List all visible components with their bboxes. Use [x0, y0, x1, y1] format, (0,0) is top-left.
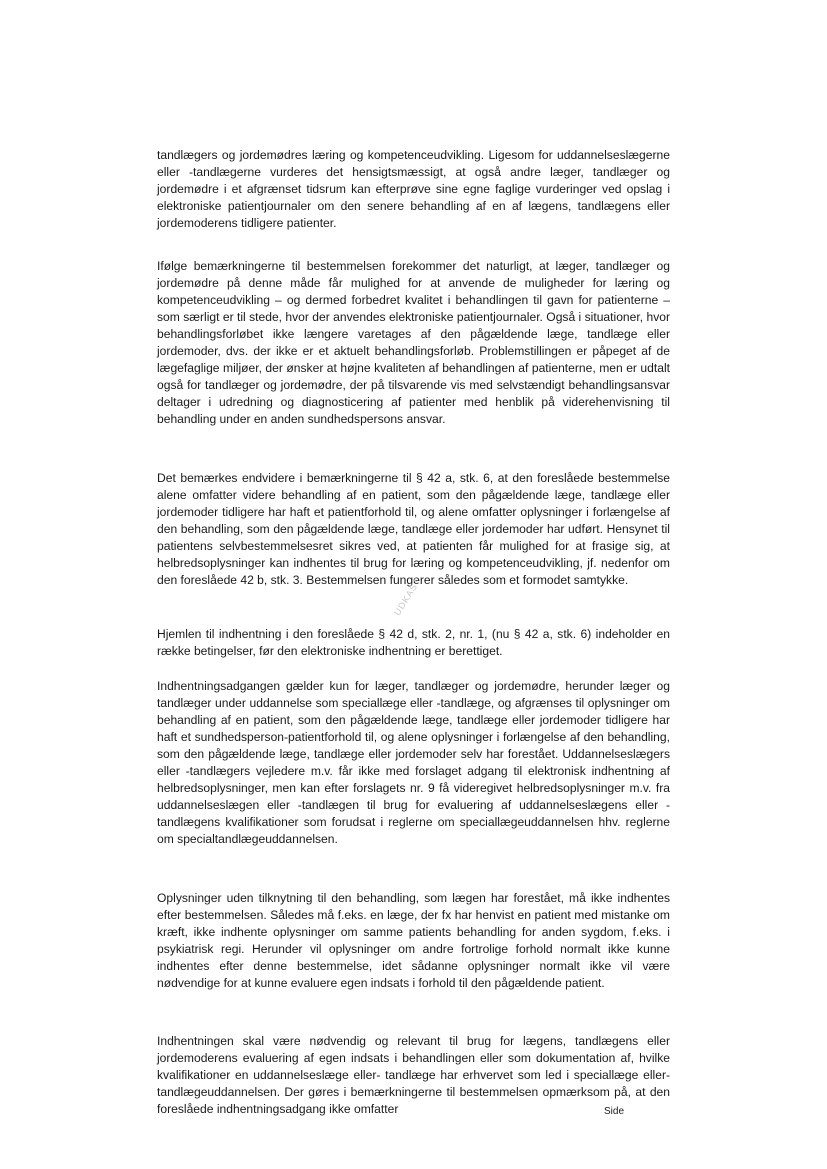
paragraph-6: Oplysninger uden tilknytning til den behandling, som lægen har forestået, må ikke indhentes efter bestemmelsen. Således må f.eks. en læge, der fx har henvist en patient med mistanke om kræft, ikke indhente oplysninger om samme patients behandling for anden sygdom, f.eks. i psykiatrisk regi. Herunder vil oplysninger om andre fortrolige forhold normalt ikke kunne indhentes efter denne bestemmelse, idet sådanne oplysninger normalt ikke vil være nødvendige for at kunne evaluere egen indsats i forhold til den pågældende patient.: [157, 891, 670, 990]
page-footer-label: Side: [604, 1106, 625, 1117]
paragraph-2: Ifølge bemærkningerne til bestemmelsen forekommer det naturligt, at læger, tandlæger og jordemødre på denne måde får mulighed for at anvende de muligheder for læring og kompetenceudvikling – og dermed forbedret kvalitet i behandlingen til gavn for patienterne – som særligt er til stede, hvor der anvendes elektroniske patientjournaler. Også i situationer, hvor behandlingsforløbet ikke længere varetages af den pågældende læge, tandlæge eller jordemoder, dvs. der ikke er et aktuelt behandlingsforløb. Problemstillingen er påpeget af de lægefaglige miljøer, der ønsker at højne kvaliteten af behandlingen af patienterne, men er udtalt også for tandlæger og jordemødre, der på tilsvarende vis med selvstændigt behandlingsansvar deltager i udredning og diagnosticering af patienter med henblik på viderehenvisning til behandling under en anden sundhedspersons ansvar.: [157, 259, 670, 426]
paragraph-4: Hjemlen til indhentning i den foreslåede § 42 d, stk. 2, nr. 1, (nu § 42 a, stk. 6) indeholder en række betingelser, før den elektroniske indhentning er berettiget.: [157, 627, 670, 658]
paragraph-1: tandlægers og jordemødres læring og kompetenceudvikling. Ligesom for uddannelseslægerne eller -tandlægerne vurderes det hensigtsmæssigt, at også andre læger, tandlæger og jordemødre i et afgrænset tidsrum kan efterprøve sine egne faglige vurderinger ved opslag i elektroniske patientjournaler om den senere behandling af en af lægens, tandlægens eller jordemoderens tidligere patienter.: [157, 148, 670, 230]
draft-watermark: UDKAST: [392, 575, 424, 618]
paragraph-3: Det bemærkes endvidere i bemærkningerne til § 42 a, stk. 6, at den foreslåede bestemmelse alene omfatter videre behandling af en patient, som den pågældende læge, tandlæge eller jordemoder tidligere har haft et patientforhold til, og alene omfatter oplysninger i forlængelse af den behandling, som den pågældende læge, tandlæge eller jordemoder har udført. Hensynet til patientens selvbestemmelsesret sikres ved, at patienten får mulighed for at frasige sig, at helbredsoplysninger kan indhentes til brug for læring og kompetenceudvikling, jf. nedenfor om den foreslåede 42 b, stk. 3. Bestemmelsen fungerer således som et formodet samtykke.: [157, 471, 670, 587]
paragraph-7: Indhentningen skal være nødvendig og relevant til brug for lægens, tandlægens eller jordemoderens evaluering af egen indsats i behandlingen eller som dokumentation af, hvilke kvalifikationer en uddannelseslæge eller- tandlæge har erhvervet som led i speciallæge eller-tandlægeuddannelsen. Der gøres i bemærkningerne til bestemmelsen opmærksom på, at den foreslåede indhentningsadgang ikke omfatter: [157, 1034, 670, 1116]
paragraph-5: Indhentningsadgangen gælder kun for læger, tandlæger og jordemødre, herunder læger og tandlæger under uddannelse som speciallæge eller -tandlæge, og afgrænses til oplysninger om behandling af en patient, som den pågældende læge, tandlæge eller jordemoder tidligere har haft et sundhedsperson-patientforhold til, og alene oplysninger i forlængelse af den behandling, som den pågældende læge, tandlæge eller jordemoder selv har forestået. Uddannelseslægers eller -tandlægers vejledere m.v. får ikke med forslaget adgang til elektronisk indhentning af helbredsoplysninger, men kan efter forslagets nr. 9 få videregivet helbredsoplysninger m.v. fra uddannelseslægen eller -tandlægen til brug for evaluering af uddannelseslægens eller -tandlægens kvalifikationer som forudsat i reglerne om speciallægeuddannelsen hhv. reglerne om specialtandlægeuddannelsen.: [157, 679, 670, 846]
